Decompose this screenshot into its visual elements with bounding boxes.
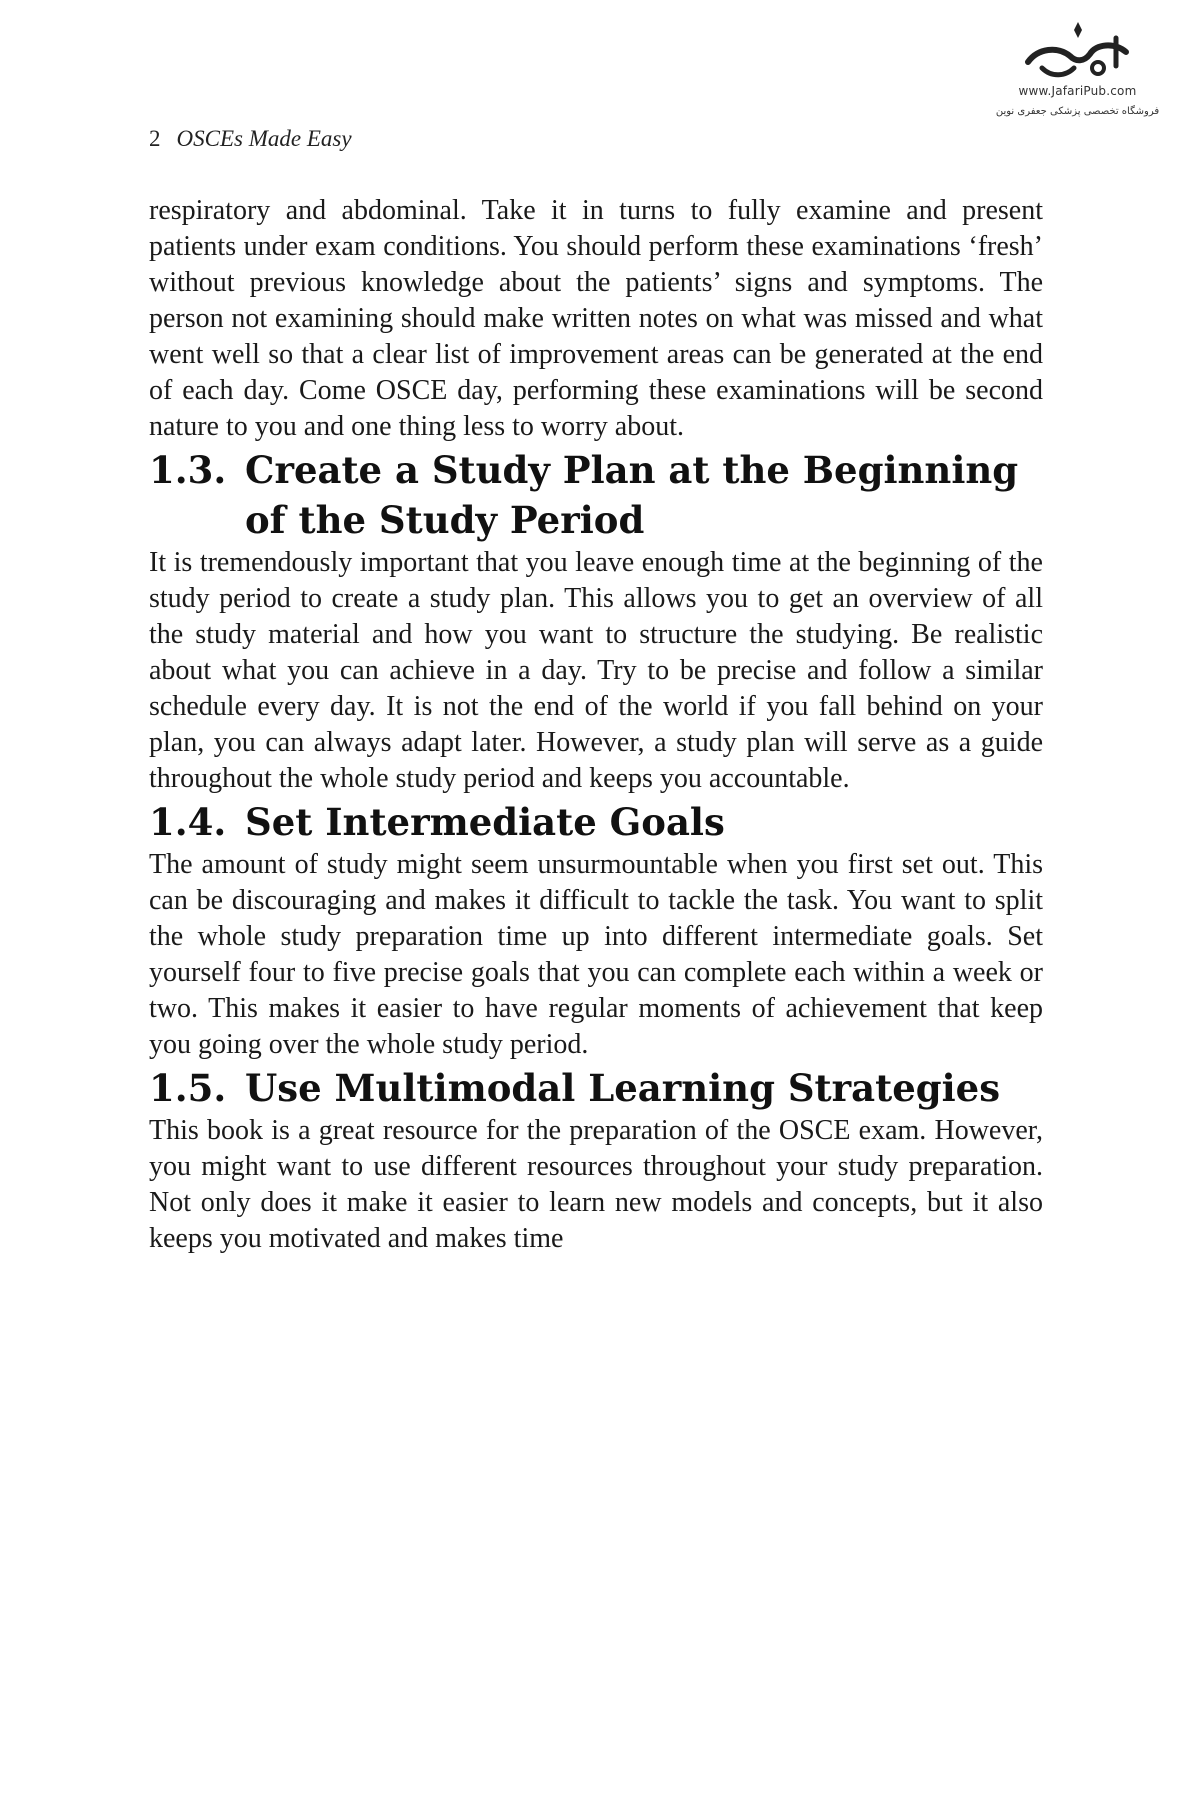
running-header (149, 126, 352, 152)
section-number: 1.5. (149, 1066, 227, 1110)
page-number: 2 (149, 126, 161, 151)
section-heading-1-4 (149, 797, 1043, 847)
section-1-5-paragraph: This book is a great resource for the preparation of the OSCE exam. However, you might want to use different resources throughout your study preparation. Not only does it make it easier to learn new models and concepts, but it also keeps you motivated and makes time (149, 1115, 1043, 1254)
intro-paragraph: respiratory and abdominal. Take it in turns to fully examine and present patients under exam conditions. You should perform these examinations ‘fresh’ without previous knowledge about the patients’ signs and symptoms. The person not examining should make written notes on what was missed and what went well so that a clear list of improvement areas can be generated at the end of each day. Come OSCE day, performing these examinations will be second nature to you and one thing less to worry about. (149, 195, 1043, 442)
section-1-3-paragraph: It is tremendously important that you leave enough time at the beginning of the study period to create a study plan. This allows you to get an overview of all the study material and how you want to structure the studying. Be realistic about what you can achieve in a day. Try to be precise and follow a similar schedule every day. It is not the end of the world if you fall behind on your plan, you can always adapt later. However, a study plan will serve as a guide throughout the whole study period and keeps you accountable. (149, 547, 1043, 794)
section-heading-1-3 (149, 445, 1043, 545)
book-title: OSCEs Made Easy (176, 126, 352, 151)
publisher-watermark (990, 18, 1165, 138)
publisher-logo-icon (1018, 18, 1138, 82)
page-content (149, 193, 1043, 1257)
publisher-url: www.JafariPub.com (1018, 84, 1137, 98)
publisher-persian-text: فروشگاه تخصصی پزشکی جعفری نوین (995, 106, 1160, 117)
section-heading-1-5 (149, 1063, 1043, 1113)
section-title: Use Multimodal Learning Strategies (245, 1066, 1001, 1110)
section-title: Create a Study Plan at the Beginning of the Study Period (245, 448, 1019, 542)
section-number: 1.4. (149, 800, 227, 844)
section-number: 1.3. (149, 448, 227, 492)
section-title: Set Intermediate Goals (245, 800, 725, 844)
section-1-4-paragraph: The amount of study might seem unsurmountable when you first set out. This can be discouraging and makes it difficult to tackle the task. You want to split the whole study preparation time up into different intermediate goals. Set yourself four to five precise goals that you can complete each within a week or two. This makes it easier to have regular moments of achievement that keep you going over the whole study period. (149, 849, 1043, 1060)
